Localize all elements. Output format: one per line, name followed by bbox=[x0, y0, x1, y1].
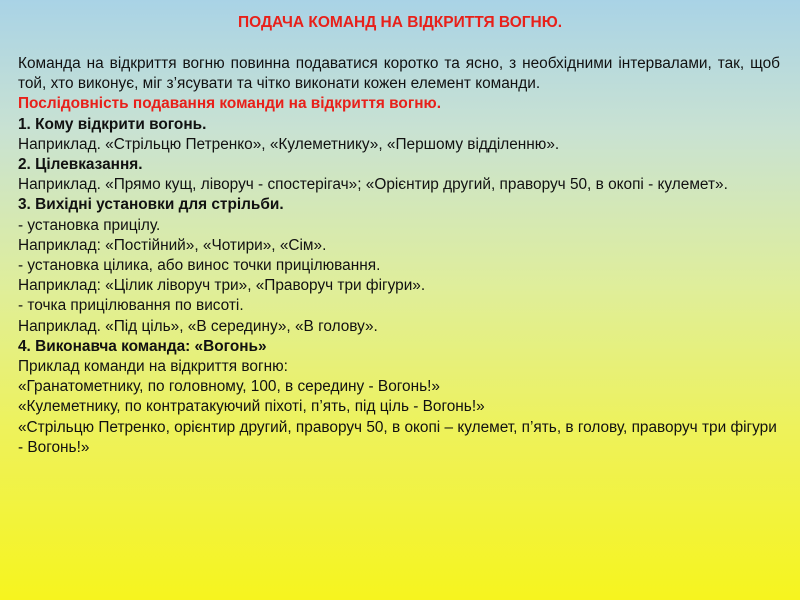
step1-example: Наприклад. «Стрільцю Петренко», «Кулеметнику», «Першому відділенню». bbox=[18, 135, 560, 153]
example-2: «Кулеметнику, по контратакуючий піхоті, п’ять, під ціль - Вогонь!» bbox=[18, 398, 485, 416]
example-1: «Гранатометнику, по головному, 100, в середину - Вогонь!» bbox=[18, 378, 440, 396]
intro-paragraph: Команда на відкриття вогню повинна подаватися коротко та ясно, з необхідними інтервалами, так, щоб той, хто виконує, міг з’ясувати та чітко виконати кожен елемент команди. bbox=[18, 55, 780, 93]
step3-windage: - установка цілика, або винос точки прицілювання. bbox=[18, 257, 381, 275]
step4-heading: 4. Виконавча команда: «Вогонь» bbox=[18, 337, 267, 355]
step2-heading: 2. Цілевказання. bbox=[18, 156, 143, 174]
slide-body bbox=[18, 54, 780, 458]
step3-windage-example: Наприклад: «Цілик ліворуч три», «Праворуч три фігури». bbox=[18, 277, 426, 295]
step3-sight-example: Наприклад: «Постійний», «Чотири», «Сім». bbox=[18, 236, 327, 254]
step3-aim-height: - точка прицілювання по висоті. bbox=[18, 297, 244, 315]
example-3: «Стрільцю Петренко, орієнтир другий, праворуч 50, в окопі – кулемет, п’ять, в голову, праворуч три фігури - Вогонь!» bbox=[18, 418, 777, 456]
step2-example: Наприклад. «Прямо кущ, ліворуч - спостерігач»; «Орієнтир другий, праворуч 50, в окопі - кулемет». bbox=[18, 176, 728, 194]
step1-heading: 1. Кому відкрити вогонь. bbox=[18, 115, 207, 133]
examples-intro: Приклад команди на відкриття вогню: bbox=[18, 358, 288, 376]
slide-title: ПОДАЧА КОМАНД НА ВІДКРИТТЯ ВОГНЮ. bbox=[237, 14, 563, 31]
step3-aim-height-example: Наприклад. «Під ціль», «В середину», «В голову». bbox=[18, 317, 378, 335]
step3-sight: - установка прицілу. bbox=[18, 216, 161, 234]
step3-heading: 3. Вихідні установки для стрільби. bbox=[18, 196, 284, 214]
sequence-heading: Послідовність подавання команди на відкриття вогню. bbox=[18, 95, 441, 113]
